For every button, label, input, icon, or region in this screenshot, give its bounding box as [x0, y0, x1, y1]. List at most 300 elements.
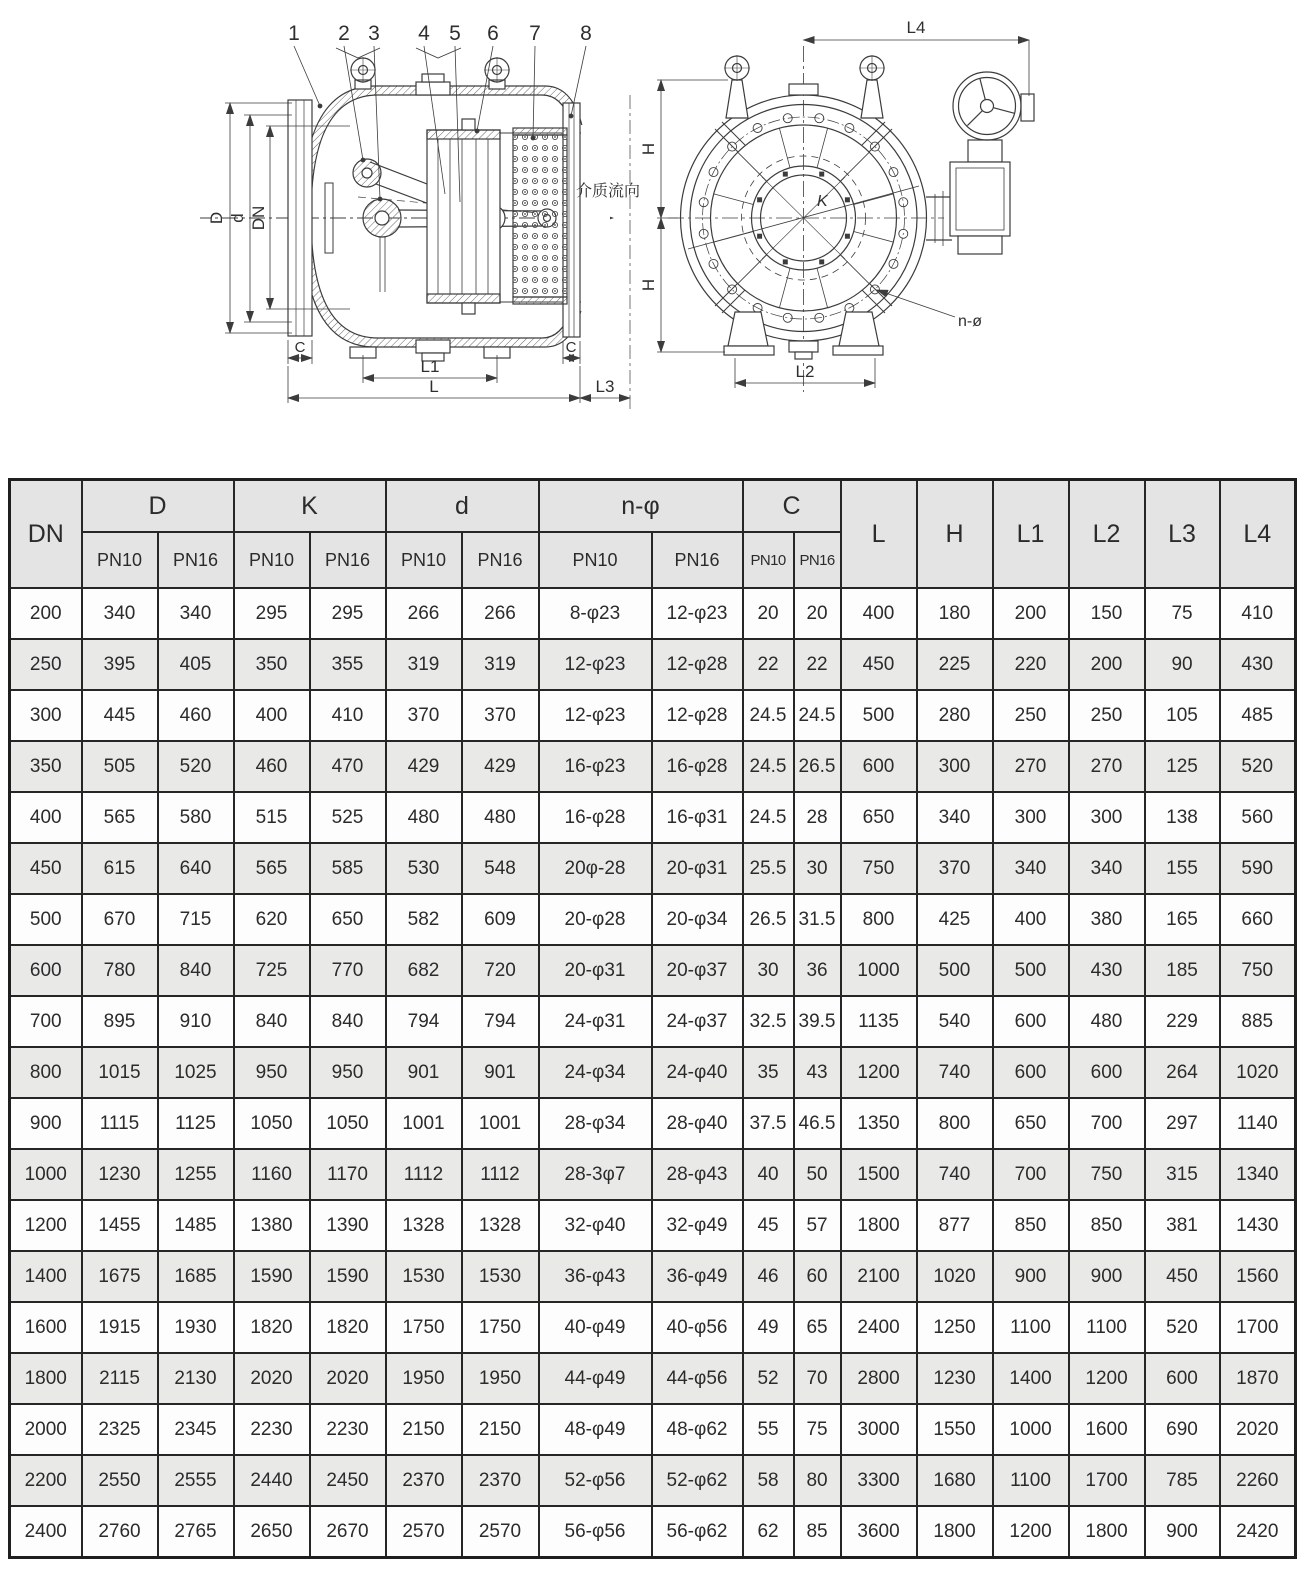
value-cell: 1340	[1220, 1149, 1296, 1200]
value-cell: 225	[917, 639, 993, 690]
dim-D: D	[207, 211, 226, 225]
value-cell: 1950	[462, 1353, 539, 1404]
value-cell: 1500	[841, 1149, 917, 1200]
value-cell: 370	[917, 843, 993, 894]
value-cell: 1000	[841, 945, 917, 996]
value-cell: 500	[917, 945, 993, 996]
value-cell: 270	[993, 741, 1069, 792]
value-cell: 1112	[462, 1149, 539, 1200]
value-cell: 350	[234, 639, 310, 690]
value-cell: 32-φ49	[652, 1200, 743, 1251]
value-cell: 2570	[386, 1506, 462, 1558]
value-cell: 1800	[1069, 1506, 1145, 1558]
value-cell: 1328	[386, 1200, 462, 1251]
value-cell: 1675	[82, 1251, 158, 1302]
col-header-C: C	[743, 480, 841, 533]
value-cell: 1800	[841, 1200, 917, 1251]
value-cell: 3600	[841, 1506, 917, 1558]
value-cell: 266	[462, 588, 539, 639]
value-cell: 180	[917, 588, 993, 639]
value-cell: 1328	[462, 1200, 539, 1251]
value-cell: 220	[993, 639, 1069, 690]
value-cell: 1140	[1220, 1098, 1296, 1149]
value-cell: 794	[462, 996, 539, 1047]
value-cell: 381	[1145, 1200, 1220, 1251]
value-cell: 2020	[1220, 1404, 1296, 1455]
dn-cell: 250	[10, 639, 82, 690]
value-cell: 340	[917, 792, 993, 843]
value-cell: 780	[82, 945, 158, 996]
dn-cell: 1200	[10, 1200, 82, 1251]
value-cell: 690	[1145, 1404, 1220, 1455]
dim-C-right: C	[565, 339, 577, 356]
value-cell: 700	[1069, 1098, 1145, 1149]
table-row	[10, 1098, 1296, 1149]
value-cell: 44-φ56	[652, 1353, 743, 1404]
value-cell: 22	[743, 639, 794, 690]
value-cell: 80	[794, 1455, 841, 1506]
table-row	[10, 843, 1296, 894]
value-cell: 895	[82, 996, 158, 1047]
value-cell: 1135	[841, 996, 917, 1047]
value-cell: 460	[234, 741, 310, 792]
value-cell: 901	[386, 1047, 462, 1098]
value-cell: 12-φ23	[539, 690, 652, 741]
inlet-flange	[288, 100, 312, 336]
value-cell: 1750	[386, 1302, 462, 1353]
col-header-L: L	[841, 480, 917, 589]
value-cell: 43	[794, 1047, 841, 1098]
value-cell: 1950	[386, 1353, 462, 1404]
dn-cell: 500	[10, 894, 82, 945]
value-cell: 250	[1069, 690, 1145, 741]
handwheel-icon	[953, 72, 1021, 140]
col-header-d: d	[386, 480, 539, 533]
value-cell: 16-φ23	[539, 741, 652, 792]
value-cell: 1530	[462, 1251, 539, 1302]
value-cell: 46.5	[794, 1098, 841, 1149]
value-cell: 36-φ43	[539, 1251, 652, 1302]
table-row	[10, 1251, 1296, 1302]
value-cell: 485	[1220, 690, 1296, 741]
value-cell: 910	[158, 996, 234, 1047]
table-row	[10, 1047, 1296, 1098]
dim-d: d	[228, 213, 247, 223]
sub-header-pn: PN10	[234, 532, 310, 588]
value-cell: 138	[1145, 792, 1220, 843]
value-cell: 450	[841, 639, 917, 690]
value-cell: 31.5	[794, 894, 841, 945]
value-cell: 1000	[993, 1404, 1069, 1455]
value-cell: 1200	[841, 1047, 917, 1098]
value-cell: 425	[917, 894, 993, 945]
value-cell: 600	[1145, 1353, 1220, 1404]
value-cell: 44-φ49	[539, 1353, 652, 1404]
value-cell: 429	[462, 741, 539, 792]
value-cell: 52	[743, 1353, 794, 1404]
value-cell: 2345	[158, 1404, 234, 1455]
value-cell: 715	[158, 894, 234, 945]
value-cell: 25.5	[743, 843, 794, 894]
value-cell: 395	[82, 639, 158, 690]
value-cell: 800	[917, 1098, 993, 1149]
sub-header-pn: PN16	[158, 532, 234, 588]
callout-1: 1	[288, 22, 300, 45]
value-cell: 580	[158, 792, 234, 843]
callout-6: 6	[487, 22, 499, 45]
value-cell: 24.5	[743, 792, 794, 843]
value-cell: 24-φ37	[652, 996, 743, 1047]
value-cell: 8-φ23	[539, 588, 652, 639]
col-header-D: D	[82, 480, 234, 533]
value-cell: 3000	[841, 1404, 917, 1455]
value-cell: 565	[82, 792, 158, 843]
sub-header-pn: PN10	[386, 532, 462, 588]
value-cell: 2020	[310, 1353, 386, 1404]
value-cell: 850	[993, 1200, 1069, 1251]
dim-L2: L2	[795, 362, 815, 381]
table-header	[10, 480, 1296, 589]
value-cell: 48-φ49	[539, 1404, 652, 1455]
value-cell: 505	[82, 741, 158, 792]
value-cell: 2400	[841, 1302, 917, 1353]
value-cell: 65	[794, 1302, 841, 1353]
value-cell: 750	[841, 843, 917, 894]
value-cell: 355	[310, 639, 386, 690]
value-cell: 229	[1145, 996, 1220, 1047]
value-cell: 20-φ31	[652, 843, 743, 894]
perforated-plate	[513, 135, 567, 297]
dimension-table	[8, 478, 1297, 1559]
col-header-dn: DN	[10, 480, 82, 589]
table-row	[10, 1149, 1296, 1200]
dn-cell: 2000	[10, 1404, 82, 1455]
value-cell: 28-3φ7	[539, 1149, 652, 1200]
value-cell: 600	[841, 741, 917, 792]
value-cell: 2555	[158, 1455, 234, 1506]
sub-header-pn: PN16	[462, 532, 539, 588]
value-cell: 2370	[386, 1455, 462, 1506]
value-cell: 52-φ56	[539, 1455, 652, 1506]
value-cell: 2150	[462, 1404, 539, 1455]
value-cell: 75	[1145, 588, 1220, 639]
value-cell: 500	[993, 945, 1069, 996]
value-cell: 300	[917, 741, 993, 792]
value-cell: 2760	[82, 1506, 158, 1558]
lifting-lug	[859, 55, 885, 118]
value-cell: 24.5	[743, 741, 794, 792]
value-cell: 46	[743, 1251, 794, 1302]
value-cell: 2325	[82, 1404, 158, 1455]
col-header-K: K	[234, 480, 386, 533]
value-cell: 950	[310, 1047, 386, 1098]
sub-header-pn: PN10	[743, 532, 794, 588]
value-cell: 28-φ40	[652, 1098, 743, 1149]
value-cell: 370	[386, 690, 462, 741]
value-cell: 280	[917, 690, 993, 741]
value-cell: 45	[743, 1200, 794, 1251]
value-cell: 40-φ56	[652, 1302, 743, 1353]
value-cell: 250	[993, 690, 1069, 741]
callout-numbers	[288, 22, 592, 45]
dim-L: L	[429, 377, 439, 396]
table-row	[10, 996, 1296, 1047]
value-cell: 900	[993, 1251, 1069, 1302]
value-cell: 1100	[993, 1455, 1069, 1506]
value-cell: 24.5	[743, 690, 794, 741]
sub-header-pn: PN16	[310, 532, 386, 588]
value-cell: 28-φ34	[539, 1098, 652, 1149]
dn-cell: 1000	[10, 1149, 82, 1200]
value-cell: 24-φ40	[652, 1047, 743, 1098]
value-cell: 1115	[82, 1098, 158, 1149]
value-cell: 2670	[310, 1506, 386, 1558]
value-cell: 20-φ37	[652, 945, 743, 996]
value-cell: 1015	[82, 1047, 158, 1098]
value-cell: 1600	[1069, 1404, 1145, 1455]
col-header-L4: L4	[1220, 480, 1296, 589]
value-cell: 540	[917, 996, 993, 1047]
dn-cell: 1600	[10, 1302, 82, 1353]
value-cell: 400	[841, 588, 917, 639]
value-cell: 1020	[917, 1251, 993, 1302]
value-cell: 585	[310, 843, 386, 894]
table-row	[10, 1506, 1296, 1558]
value-cell: 1930	[158, 1302, 234, 1353]
dim-H-upper: H	[639, 142, 658, 156]
value-cell: 520	[1220, 741, 1296, 792]
value-cell: 480	[1069, 996, 1145, 1047]
value-cell: 300	[993, 792, 1069, 843]
value-cell: 900	[1145, 1506, 1220, 1558]
callout-4: 4	[418, 22, 430, 45]
value-cell: 885	[1220, 996, 1296, 1047]
value-cell: 520	[1145, 1302, 1220, 1353]
value-cell: 460	[158, 690, 234, 741]
value-cell: 62	[743, 1506, 794, 1558]
value-cell: 60	[794, 1251, 841, 1302]
value-cell: 950	[234, 1047, 310, 1098]
value-cell: 30	[743, 945, 794, 996]
gear-actuator	[926, 72, 1034, 254]
table-row	[10, 1455, 1296, 1506]
value-cell: 90	[1145, 639, 1220, 690]
flow-direction-label: 介质流向	[575, 183, 641, 200]
value-cell: 32.5	[743, 996, 794, 1047]
dim-L4: L4	[906, 18, 926, 37]
value-cell: 840	[234, 996, 310, 1047]
value-cell: 20	[743, 588, 794, 639]
value-cell: 340	[993, 843, 1069, 894]
dim-K: K	[817, 193, 828, 210]
value-cell: 165	[1145, 894, 1220, 945]
value-cell: 1100	[1069, 1302, 1145, 1353]
value-cell: 470	[310, 741, 386, 792]
value-cell: 52-φ62	[652, 1455, 743, 1506]
dn-cell: 300	[10, 690, 82, 741]
value-cell: 615	[82, 843, 158, 894]
callout-7: 7	[529, 22, 541, 45]
value-cell: 800	[841, 894, 917, 945]
value-cell: 30	[794, 843, 841, 894]
value-cell: 12-φ23	[539, 639, 652, 690]
value-cell: 315	[1145, 1149, 1220, 1200]
callout-8: 8	[580, 22, 592, 45]
value-cell: 26.5	[743, 894, 794, 945]
value-cell: 794	[386, 996, 462, 1047]
value-cell: 2115	[82, 1353, 158, 1404]
value-cell: 1025	[158, 1047, 234, 1098]
value-cell: 1112	[386, 1149, 462, 1200]
value-cell: 770	[310, 945, 386, 996]
value-cell: 1255	[158, 1149, 234, 1200]
value-cell: 200	[1069, 639, 1145, 690]
value-cell: 1200	[993, 1506, 1069, 1558]
table-row	[10, 690, 1296, 741]
value-cell: 2420	[1220, 1506, 1296, 1558]
value-cell: 28-φ43	[652, 1149, 743, 1200]
value-cell: 297	[1145, 1098, 1220, 1149]
value-cell: 1870	[1220, 1353, 1296, 1404]
value-cell: 370	[462, 690, 539, 741]
value-cell: 24-φ31	[539, 996, 652, 1047]
value-cell: 200	[993, 588, 1069, 639]
table-row	[10, 1200, 1296, 1251]
dn-cell: 350	[10, 741, 82, 792]
table-row	[10, 741, 1296, 792]
dim-n-holes: n-ø	[958, 313, 982, 330]
value-cell: 2020	[234, 1353, 310, 1404]
callout-2: 2	[338, 22, 350, 45]
value-cell: 2650	[234, 1506, 310, 1558]
value-cell: 70	[794, 1353, 841, 1404]
value-cell: 1390	[310, 1200, 386, 1251]
value-cell: 2765	[158, 1506, 234, 1558]
value-cell: 660	[1220, 894, 1296, 945]
value-cell: 155	[1145, 843, 1220, 894]
value-cell: 1380	[234, 1200, 310, 1251]
value-cell: 1020	[1220, 1047, 1296, 1098]
value-cell: 1050	[310, 1098, 386, 1149]
value-cell: 1455	[82, 1200, 158, 1251]
value-cell: 2570	[462, 1506, 539, 1558]
value-cell: 340	[1069, 843, 1145, 894]
dim-L1: L1	[420, 357, 440, 376]
value-cell: 2440	[234, 1455, 310, 1506]
value-cell: 720	[462, 945, 539, 996]
value-cell: 75	[794, 1404, 841, 1455]
dn-cell: 1800	[10, 1353, 82, 1404]
value-cell: 2230	[234, 1404, 310, 1455]
value-cell: 901	[462, 1047, 539, 1098]
value-cell: 620	[234, 894, 310, 945]
value-cell: 1590	[310, 1251, 386, 1302]
value-cell: 1915	[82, 1302, 158, 1353]
value-cell: 450	[1145, 1251, 1220, 1302]
value-cell: 1685	[158, 1251, 234, 1302]
col-header-H: H	[917, 480, 993, 589]
value-cell: 55	[743, 1404, 794, 1455]
lifting-lug	[724, 55, 750, 118]
value-cell: 900	[1069, 1251, 1145, 1302]
dn-cell: 200	[10, 588, 82, 639]
value-cell: 39.5	[794, 996, 841, 1047]
table-row	[10, 792, 1296, 843]
table-row	[10, 639, 1296, 690]
value-cell: 1001	[386, 1098, 462, 1149]
dim-L3: L3	[595, 377, 615, 396]
value-cell: 2260	[1220, 1455, 1296, 1506]
value-cell: 48-φ62	[652, 1404, 743, 1455]
value-cell: 725	[234, 945, 310, 996]
value-cell: 185	[1145, 945, 1220, 996]
table-body	[10, 588, 1296, 1558]
value-cell: 700	[993, 1149, 1069, 1200]
value-cell: 32-φ40	[539, 1200, 652, 1251]
value-cell: 682	[386, 945, 462, 996]
value-cell: 1170	[310, 1149, 386, 1200]
value-cell: 2550	[82, 1455, 158, 1506]
col-header-L2: L2	[1069, 480, 1145, 589]
value-cell: 1590	[234, 1251, 310, 1302]
value-cell: 840	[158, 945, 234, 996]
value-cell: 1230	[917, 1353, 993, 1404]
value-cell: 22	[794, 639, 841, 690]
table-row	[10, 894, 1296, 945]
value-cell: 35	[743, 1047, 794, 1098]
value-cell: 430	[1069, 945, 1145, 996]
value-cell: 49	[743, 1302, 794, 1353]
value-cell: 270	[1069, 741, 1145, 792]
value-cell: 1700	[1069, 1455, 1145, 1506]
value-cell: 1700	[1220, 1302, 1296, 1353]
dim-H-lower: H	[639, 278, 658, 292]
value-cell: 1485	[158, 1200, 234, 1251]
dim-DN: DN	[249, 205, 268, 231]
value-cell: 590	[1220, 843, 1296, 894]
value-cell: 1400	[993, 1353, 1069, 1404]
value-cell: 600	[993, 1047, 1069, 1098]
value-cell: 1820	[310, 1302, 386, 1353]
value-cell: 340	[158, 588, 234, 639]
value-cell: 36	[794, 945, 841, 996]
value-cell: 840	[310, 996, 386, 1047]
table-row	[10, 1353, 1296, 1404]
value-cell: 1350	[841, 1098, 917, 1149]
value-cell: 319	[386, 639, 462, 690]
value-cell: 609	[462, 894, 539, 945]
value-cell: 57	[794, 1200, 841, 1251]
value-cell: 150	[1069, 588, 1145, 639]
value-cell: 785	[1145, 1455, 1220, 1506]
valve-front-drawing	[630, 0, 1300, 474]
value-cell: 125	[1145, 741, 1220, 792]
value-cell: 850	[1069, 1200, 1145, 1251]
value-cell: 565	[234, 843, 310, 894]
value-cell: 319	[462, 639, 539, 690]
technical-drawings	[0, 0, 1300, 474]
value-cell: 50	[794, 1149, 841, 1200]
value-cell: 264	[1145, 1047, 1220, 1098]
sub-header-pn: PN10	[539, 532, 652, 588]
value-cell: 750	[1069, 1149, 1145, 1200]
value-cell: 16-φ28	[652, 741, 743, 792]
value-cell: 1001	[462, 1098, 539, 1149]
value-cell: 1560	[1220, 1251, 1296, 1302]
value-cell: 300	[1069, 792, 1145, 843]
value-cell: 40-φ49	[539, 1302, 652, 1353]
dn-cell: 2200	[10, 1455, 82, 1506]
